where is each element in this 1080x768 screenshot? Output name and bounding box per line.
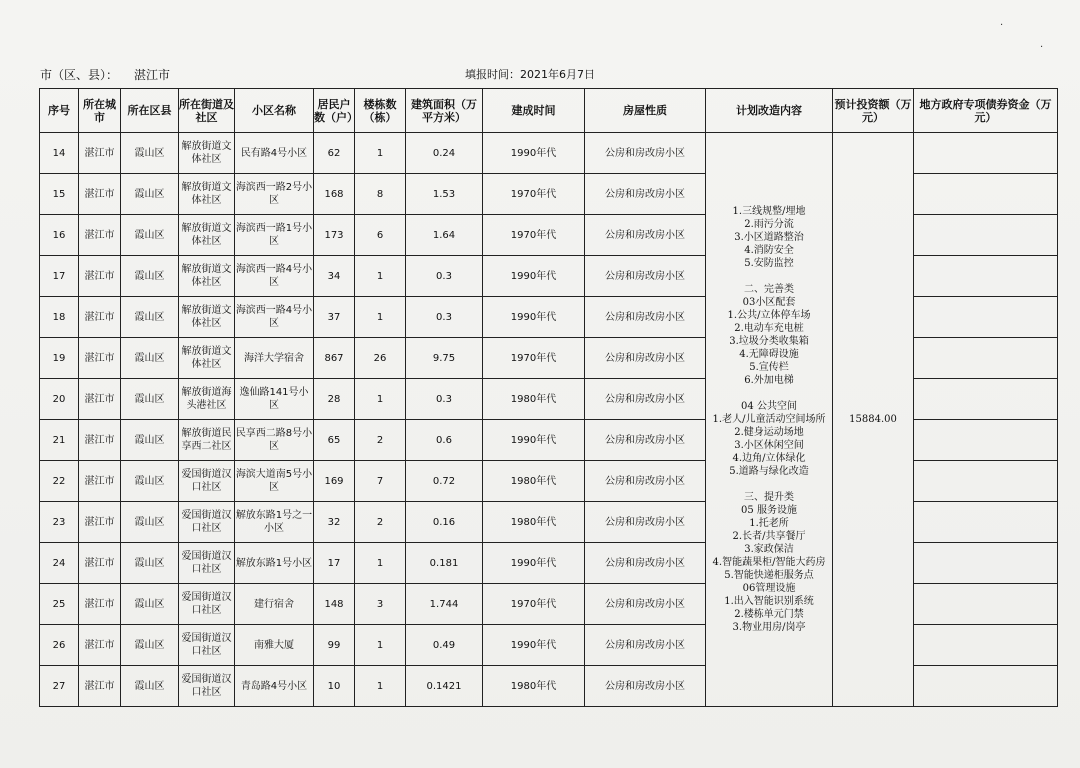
cell-city: 湛江市 [79,584,121,625]
cell-street: 解放街道海头港社区 [179,379,235,420]
cell-bond-fund [914,297,1058,338]
cell-street: 解放街道文体社区 [179,215,235,256]
cell-bond-fund [914,379,1058,420]
cell-district: 霞山区 [121,461,179,502]
cell-year: 1970年代 [483,215,585,256]
cell-buildings: 1 [355,625,406,666]
cell-name: 海滨西一路4号小区 [235,256,314,297]
cell-type: 公房和房改房小区 [585,420,706,461]
cell-households: 867 [314,338,355,379]
cell-bond-fund [914,666,1058,707]
cell-bond-fund [914,256,1058,297]
cell-buildings: 7 [355,461,406,502]
cell-buildings: 3 [355,584,406,625]
cell-households: 168 [314,174,355,215]
cell-no: 15 [40,174,79,215]
cell-area: 0.72 [406,461,483,502]
cell-households: 99 [314,625,355,666]
col-header: 楼栋数（栋） [355,89,406,133]
cell-plan-content: 1.三线规整/埋地 2.雨污分流 3.小区道路整治 4.消防安全 5.安防监控 二、完善类 03小区配套 1.公共/立体停车场 2.电动车充电桩 3.垃圾分类收集箱 4.无障碍设施 5.宣传栏 6.外加电梯 04 公共空间 1.老人/儿童活动空间场所 2.健身运动场地 3.小区休闲空间 4.边角/立体绿化 5.道路与绿化改造 三、提升类 05 服务设施 1.托老所 2.长者/共享餐厅 3.家政保洁 4.智能蔬果柜/智能大药房 5.智能快递柜服务点 06管理设施 1.出入智能识别系统 2.楼栋单元门禁 3.物业用房/岗亭 [706,133,833,707]
cell-area: 1.53 [406,174,483,215]
cell-year: 1990年代 [483,297,585,338]
cell-no: 24 [40,543,79,584]
cell-year: 1980年代 [483,461,585,502]
cell-area: 0.49 [406,625,483,666]
cell-bond-fund [914,215,1058,256]
cell-investment: 15884.00 [833,133,914,707]
cell-street: 解放街道文体社区 [179,297,235,338]
cell-type: 公房和房改房小区 [585,174,706,215]
cell-name: 海滨西一路1号小区 [235,215,314,256]
cell-district: 霞山区 [121,584,179,625]
table-body [40,133,1058,707]
col-header: 所在区县 [121,89,179,133]
cell-city: 湛江市 [79,133,121,174]
cell-city: 湛江市 [79,625,121,666]
col-header: 序号 [40,89,79,133]
col-header: 计划改造内容 [706,89,833,133]
cell-type: 公房和房改房小区 [585,502,706,543]
cell-district: 霞山区 [121,297,179,338]
cell-name: 海洋大学宿舍 [235,338,314,379]
cell-households: 169 [314,461,355,502]
cell-district: 霞山区 [121,666,179,707]
cell-city: 湛江市 [79,666,121,707]
cell-street: 爱国街道汉口社区 [179,584,235,625]
cell-city: 湛江市 [79,461,121,502]
cell-households: 65 [314,420,355,461]
cell-bond-fund [914,133,1058,174]
cell-households: 10 [314,666,355,707]
fill-date: 填报时间：2021年6月7日 [465,68,595,81]
cell-type: 公房和房改房小区 [585,584,706,625]
cell-district: 霞山区 [121,379,179,420]
cell-year: 1970年代 [483,338,585,379]
cell-no: 14 [40,133,79,174]
cell-bond-fund [914,543,1058,584]
cell-name: 海滨西一路4号小区 [235,297,314,338]
cell-households: 148 [314,584,355,625]
col-header: 居民户数（户） [314,89,355,133]
cell-bond-fund [914,461,1058,502]
cell-street: 解放街道民享西二社区 [179,420,235,461]
cell-name: 民有路4号小区 [235,133,314,174]
cell-buildings: 1 [355,297,406,338]
cell-area: 1.64 [406,215,483,256]
cell-street: 爱国街道汉口社区 [179,625,235,666]
cell-households: 28 [314,379,355,420]
cell-city: 湛江市 [79,338,121,379]
cell-street: 爱国街道汉口社区 [179,666,235,707]
cell-district: 霞山区 [121,174,179,215]
cell-district: 霞山区 [121,420,179,461]
col-header: 预计投资额（万元） [833,89,914,133]
cell-year: 1990年代 [483,256,585,297]
cell-street: 解放街道文体社区 [179,256,235,297]
cell-name: 解放东路1号小区 [235,543,314,584]
cell-area: 0.3 [406,379,483,420]
cell-households: 62 [314,133,355,174]
cell-households: 34 [314,256,355,297]
cell-year: 1970年代 [483,584,585,625]
cell-no: 20 [40,379,79,420]
cell-city: 湛江市 [79,215,121,256]
cell-no: 18 [40,297,79,338]
cell-year: 1990年代 [483,420,585,461]
cell-no: 19 [40,338,79,379]
cell-area: 0.181 [406,543,483,584]
cell-year: 1980年代 [483,666,585,707]
cell-no: 25 [40,584,79,625]
cell-no: 26 [40,625,79,666]
col-header: 房屋性质 [585,89,706,133]
cell-city: 湛江市 [79,174,121,215]
cell-area: 1.744 [406,584,483,625]
cell-district: 霞山区 [121,502,179,543]
cell-buildings: 2 [355,420,406,461]
cell-street: 爱国街道汉口社区 [179,543,235,584]
cell-type: 公房和房改房小区 [585,461,706,502]
table-header-row [40,89,1058,133]
cell-no: 27 [40,666,79,707]
table-row [40,133,1058,174]
cell-households: 32 [314,502,355,543]
cell-area: 0.3 [406,297,483,338]
cell-type: 公房和房改房小区 [585,379,706,420]
cell-name: 南雅大厦 [235,625,314,666]
cell-district: 霞山区 [121,215,179,256]
cell-city: 湛江市 [79,297,121,338]
cell-bond-fund [914,338,1058,379]
cell-street: 解放街道文体社区 [179,133,235,174]
cell-households: 17 [314,543,355,584]
cell-street: 解放街道文体社区 [179,338,235,379]
cell-area: 0.6 [406,420,483,461]
cell-area: 0.1421 [406,666,483,707]
cell-type: 公房和房改房小区 [585,543,706,584]
cell-city: 湛江市 [79,420,121,461]
cell-year: 1990年代 [483,543,585,584]
cell-type: 公房和房改房小区 [585,297,706,338]
cell-name: 建行宿舍 [235,584,314,625]
cell-district: 霞山区 [121,256,179,297]
col-header: 地方政府专项债券资金（万元） [914,89,1058,133]
cell-buildings: 1 [355,133,406,174]
cell-bond-fund [914,584,1058,625]
cell-city: 湛江市 [79,256,121,297]
cell-street: 爱国街道汉口社区 [179,502,235,543]
cell-type: 公房和房改房小区 [585,625,706,666]
cell-name: 逸仙路141号小区 [235,379,314,420]
cell-type: 公房和房改房小区 [585,215,706,256]
cell-street: 爱国街道汉口社区 [179,461,235,502]
scan-speck: · [1040,42,1044,53]
cell-households: 173 [314,215,355,256]
cell-bond-fund [914,625,1058,666]
region-city: 湛江市 [134,68,171,82]
cell-city: 湛江市 [79,543,121,584]
cell-name: 民享西二路8号小区 [235,420,314,461]
cell-area: 0.3 [406,256,483,297]
col-header: 所在街道及社区 [179,89,235,133]
cell-buildings: 1 [355,666,406,707]
cell-buildings: 1 [355,256,406,297]
cell-area: 0.16 [406,502,483,543]
cell-type: 公房和房改房小区 [585,338,706,379]
cell-year: 1990年代 [483,133,585,174]
cell-bond-fund [914,420,1058,461]
col-header: 建成时间 [483,89,585,133]
cell-name: 解放东路1号之一小区 [235,502,314,543]
col-header: 建筑面积（万平方米） [406,89,483,133]
cell-buildings: 2 [355,502,406,543]
region-header [40,66,170,83]
cell-buildings: 26 [355,338,406,379]
scan-speck: · [1000,20,1004,31]
cell-name: 海滨大道南5号小区 [235,461,314,502]
col-header: 小区名称 [235,89,314,133]
cell-year: 1990年代 [483,625,585,666]
cell-city: 湛江市 [79,502,121,543]
cell-type: 公房和房改房小区 [585,666,706,707]
cell-no: 16 [40,215,79,256]
cell-year: 1970年代 [483,174,585,215]
cell-district: 霞山区 [121,338,179,379]
cell-street: 解放街道文体社区 [179,174,235,215]
cell-area: 0.24 [406,133,483,174]
col-header: 所在城市 [79,89,121,133]
cell-year: 1980年代 [483,379,585,420]
cell-no: 23 [40,502,79,543]
cell-type: 公房和房改房小区 [585,256,706,297]
cell-district: 霞山区 [121,133,179,174]
cell-buildings: 8 [355,174,406,215]
cell-year: 1980年代 [483,502,585,543]
cell-buildings: 1 [355,379,406,420]
cell-type: 公房和房改房小区 [585,133,706,174]
renovation-table [39,88,1058,707]
cell-name: 海滨西一路2号小区 [235,174,314,215]
cell-district: 霞山区 [121,543,179,584]
cell-no: 17 [40,256,79,297]
region-label: 市（区、县）： [40,68,119,82]
cell-households: 37 [314,297,355,338]
cell-area: 9.75 [406,338,483,379]
cell-no: 21 [40,420,79,461]
cell-no: 22 [40,461,79,502]
cell-name: 青岛路4号小区 [235,666,314,707]
cell-district: 霞山区 [121,625,179,666]
cell-buildings: 1 [355,543,406,584]
cell-bond-fund [914,502,1058,543]
cell-city: 湛江市 [79,379,121,420]
cell-buildings: 6 [355,215,406,256]
cell-bond-fund [914,174,1058,215]
